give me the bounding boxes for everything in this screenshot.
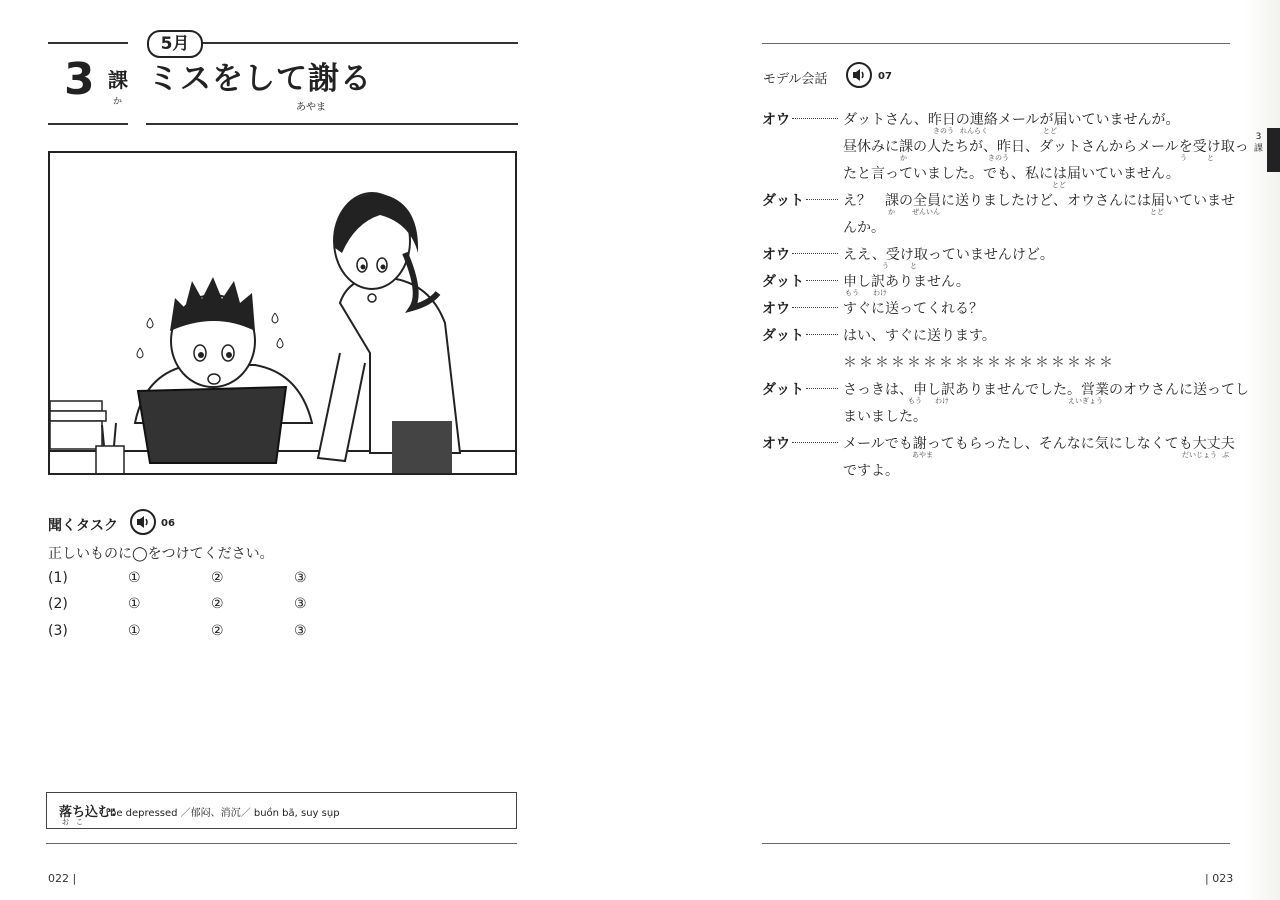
lesson-unit-ruby: か	[113, 97, 123, 107]
option-3[interactable]: ③	[294, 596, 307, 612]
dialogue-line: まいました。	[843, 409, 927, 425]
audio-speaker-icon[interactable]	[130, 509, 156, 535]
header-rule-right	[762, 43, 1230, 44]
ruby-text: もう	[845, 289, 859, 297]
question-number: (3)	[48, 623, 68, 639]
ruby-text: だいじょう	[1182, 451, 1217, 459]
option-1[interactable]: ①	[128, 570, 141, 586]
footer-rule-left	[46, 843, 517, 844]
ruby-text: と	[1207, 154, 1214, 162]
leader-dots	[792, 253, 838, 254]
chapter-side-tab	[1267, 128, 1280, 172]
ruby-text: わけ	[935, 397, 949, 405]
header-rule-top-right	[200, 42, 518, 44]
dialogue-line: 申し訳ありません。	[843, 274, 970, 290]
ruby-text: きのう	[988, 154, 1009, 162]
question-number: (2)	[48, 596, 68, 612]
lesson-title-ruby: あやま	[296, 102, 326, 113]
dialogue-line: さっきは、申し訳ありませんでした。営業のオウさんに送ってし	[843, 382, 1249, 398]
scene-divider: ＊＊＊＊＊＊＊＊＊＊＊＊＊＊＊＊＊	[843, 355, 1115, 371]
leader-dots	[806, 199, 838, 200]
option-3[interactable]: ③	[294, 623, 307, 639]
ruby-text: か	[900, 154, 907, 162]
lesson-unit: 課	[108, 68, 128, 92]
page-number-right: | 023	[1205, 872, 1234, 885]
leader-dots	[792, 442, 838, 443]
ruby-text: う	[882, 262, 889, 270]
lesson-number: 3	[64, 54, 95, 105]
vocab-ruby: お こ	[62, 818, 83, 826]
ruby-text: ぶ	[1222, 451, 1229, 459]
dialogue-line: 昼休みに課の人たちが、昨日、ダットさんからメールを受け取っ	[843, 139, 1249, 155]
dialogue-line: ダットさん、昨日の連絡メールが届いていませんが。	[843, 112, 1180, 128]
ruby-text: う	[1180, 154, 1187, 162]
audio-track-number: 07	[878, 71, 892, 82]
speaker-name: オウ	[762, 301, 790, 317]
header-rule-bottom-left	[48, 123, 128, 125]
audio-track-number: 06	[161, 518, 175, 529]
ruby-text: れんらく	[960, 127, 988, 135]
leader-dots	[792, 118, 838, 119]
ruby-text: わけ	[873, 289, 887, 297]
ruby-text: とど	[1043, 127, 1057, 135]
option-2[interactable]: ②	[211, 570, 224, 586]
ruby-text: か	[888, 208, 895, 216]
option-1[interactable]: ①	[128, 596, 141, 612]
ruby-text: もう	[908, 397, 922, 405]
ruby-text: きのう	[933, 127, 954, 135]
ruby-text: ぜんいん	[912, 208, 940, 216]
leader-dots	[806, 388, 838, 389]
ruby-text: あやま	[912, 451, 933, 459]
header-rule-bottom-right	[146, 123, 518, 125]
audio-speaker-icon[interactable]	[846, 62, 872, 88]
ruby-text: とど	[1052, 181, 1066, 189]
leader-dots	[806, 280, 838, 281]
dialogue-line: んか。	[843, 220, 885, 236]
option-2[interactable]: ②	[211, 623, 224, 639]
leader-dots	[792, 307, 838, 308]
apology-scene-image	[50, 153, 515, 473]
office-illustration	[48, 151, 517, 475]
option-1[interactable]: ①	[128, 623, 141, 639]
speaker-name: ダット	[762, 274, 804, 290]
speaker-name: オウ	[762, 247, 790, 263]
footer-rule-right	[762, 843, 1230, 844]
question-number: (1)	[48, 570, 68, 586]
speaker-name: ダット	[762, 328, 804, 344]
model-conversation-label: モデル会話	[763, 72, 828, 87]
ruby-text: と	[910, 262, 917, 270]
speaker-name: オウ	[762, 436, 790, 452]
dialogue-line: すぐに送ってくれる？	[843, 301, 983, 317]
vocab-word: 落ち込む:	[59, 805, 117, 820]
task-instruction: 正しいものに◯をつけてください。	[48, 546, 274, 562]
dialogue-line: メールでも謝ってもらったし、そんなに気にしなくても大丈夫	[843, 436, 1235, 452]
dialogue-line: え？ 課の全員に送りましたけど、オウさんには届いていませ	[843, 193, 1235, 209]
ruby-text: とど	[1150, 208, 1164, 216]
listening-task-label: 聞くタスク	[48, 518, 118, 534]
speaker-name: ダット	[762, 193, 804, 209]
chapter-side-label: 3 課	[1254, 132, 1264, 154]
dialogue-line: はい、すぐに送ります。	[843, 328, 996, 344]
lesson-title: ミスをして謝る	[148, 61, 372, 97]
leader-dots	[806, 334, 838, 335]
option-3[interactable]: ③	[294, 570, 307, 586]
speaker-name: ダット	[762, 382, 804, 398]
header-rule-top-left	[48, 42, 128, 44]
speaker-name: オウ	[762, 112, 790, 128]
dialogue-line: ですよ。	[843, 463, 899, 479]
option-2[interactable]: ②	[211, 596, 224, 612]
page-number-left: 022 |	[48, 872, 77, 885]
vocab-definition: be depressed ／郁闷、消沉／ buồn bã, suy sụp	[110, 808, 340, 819]
month-badge: 5月	[147, 30, 203, 58]
ruby-text: えいぎょう	[1068, 397, 1103, 405]
dialogue-line: ええ、受け取っていませんけど。	[843, 247, 1054, 263]
dialogue-line: たと言っていました。でも、私には届いていません。	[843, 166, 1180, 182]
